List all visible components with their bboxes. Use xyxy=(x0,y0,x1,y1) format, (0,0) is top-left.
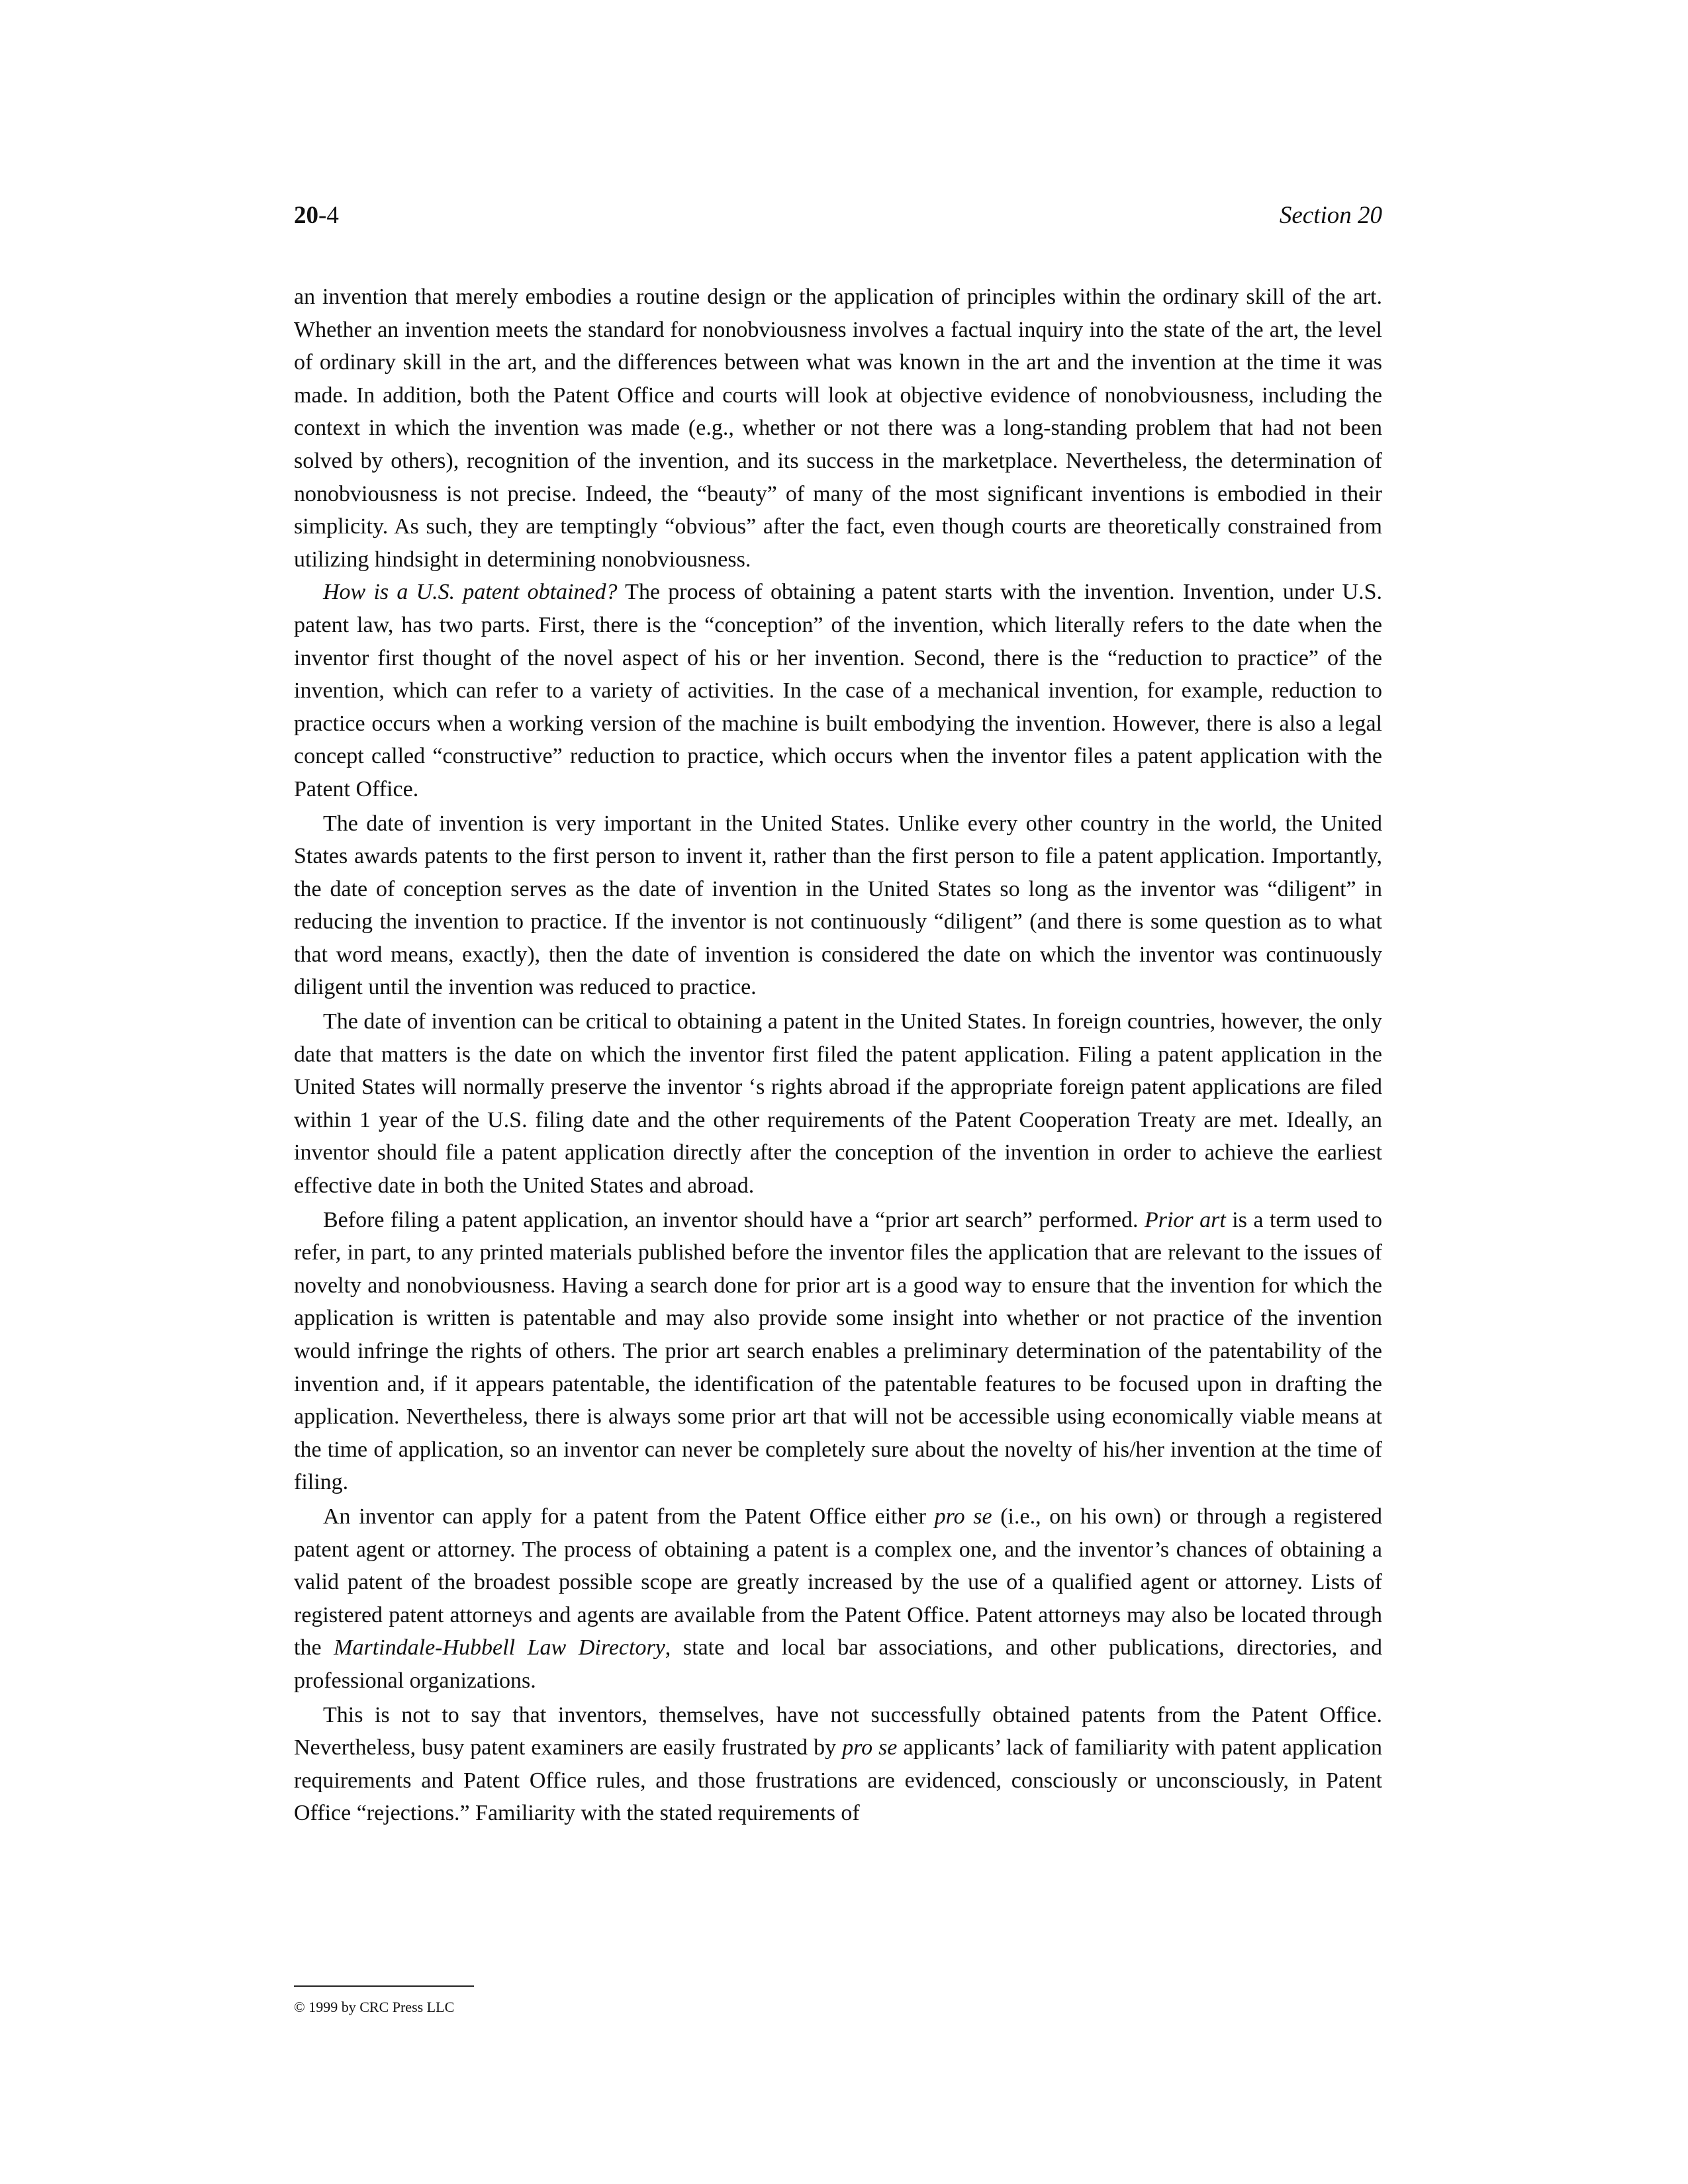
section-label: Section 20 xyxy=(1279,202,1382,229)
paragraph-7-text: applicants’ lack of familiarity with patent application requirements and Patent Office rules, and those frustrations are evidenced, consciously or unconsciously, in Patent Office “rejections.” Familiarity with the stated requirements of xyxy=(294,1735,1382,1826)
paragraph-7-start: This is not to say that inventors, themselves, have not successfully obtained patents from the Patent Office. Nevertheless, busy patent examiners are easily frustrated by xyxy=(294,1702,1382,1760)
paragraph-7 xyxy=(294,1699,1382,1830)
paragraph-7-pro-se: pro se xyxy=(842,1735,898,1760)
page-number-bold: 20 xyxy=(294,202,318,229)
paragraph-3: The date of invention is very important in the United States. Unlike every other country in the world, the United States awards patents to the first person to invent it, rather than the first person to file a patent application. Importantly, the date of conception serves as the date of invention in the United States so long as the inventor was “diligent” in reducing the invention to practice. If the inventor is not continuously “diligent” (and there is some question as to what that word means, exactly), then the date of invention is considered the date on which the inventor was continuously diligent until the invention was reduced to practice. xyxy=(294,811,1382,1000)
paragraph-6 xyxy=(294,1500,1382,1698)
paragraph-5-start: Before filing a patent application, an inventor should have a “prior art search” performed. xyxy=(323,1207,1145,1232)
page-number xyxy=(294,196,339,236)
paragraph-6-pro-se: pro se xyxy=(934,1504,992,1529)
paragraph-2-question: How is a U.S. patent obtained? xyxy=(323,580,618,605)
paragraph-2-text: The process of obtaining a patent starts with the invention. Invention, under U.S. patent law, has two parts. First, there is the “conception” of the invention, which literally refers to the date when the inventor first thought of the novel aspect of his or her invention. Second, there is the “reduction to practice” of the invention, which can refer to a variety of activities. In the case of a mechanical invention, for example, reduction to practice occurs when a working version of the machine is built embodying the invention. However, there is also a legal concept called “constructive” reduction to practice, which occurs when the inventor files a patent application with the Patent Office. xyxy=(294,580,1382,801)
footnote-divider xyxy=(294,1985,474,1987)
page-header xyxy=(294,196,1382,236)
paragraph-6-directory: Martindale-Hubbell Law Directory xyxy=(334,1635,665,1661)
body-text xyxy=(294,281,1382,1830)
paragraph-6-end: , state and local bar associations, and other publications, directories, and professional organizations. xyxy=(294,1635,1382,1693)
paragraph-4: The date of invention can be critical to obtaining a patent in the United States. In foreign countries, however, the only date that matters is the date on which the inventor first filed the patent application. Filing a patent application in the United States will normally preserve the inventor ‘s rights abroad if the appropriate foreign patent applications are filed within 1 year of the U.S. filing date and the other requirements of the Patent Cooperation Treaty are met. Ideally, an inventor should file a patent application directly after the conception of the invention in order to achieve the earliest effective date in both the United States and abroad. xyxy=(294,1009,1382,1199)
paragraph-5-term: Prior art xyxy=(1144,1207,1226,1232)
paragraph-2 xyxy=(294,576,1382,805)
copyright-footnote: © 1999 by CRC Press LLC xyxy=(294,1999,455,2015)
paragraph-1: an invention that merely embodies a routine design or the application of principles within the ordinary skill of the art. Whether an invention meets the standard for nonobviousness involves a factual inquiry into the state of the art, the level of ordinary skill in the art, and the differences between what was known in the art and the invention at the time it was made. In addition, both the Patent Office and courts will look at objective evidence of nonobviousness, including the context in which the invention was made (e.g., whether or not there was a long-standing problem that had not been solved by others), recognition of the invention, and its success in the marketplace. Nevertheless, the determination of nonobviousness is not precise. Indeed, the “beauty” of many of the most significant inventions is embodied in their simplicity. As such, they are temptingly “obvious” after the fact, even though courts are theoretically constrained from utilizing hindsight in determining nonobviousness. xyxy=(294,285,1382,572)
paragraph-6-middle: (i.e., on his own) or through a registered patent agent or attorney. The process of obtaining a patent is a complex one, and the inventor’s chances of obtaining a valid patent of the broadest possible scope are greatly increased by the use of a qualified agent or attorney. Lists of registered patent attorneys and agents are available from the Patent Office. Patent attorneys may also be located through the xyxy=(294,1504,1383,1661)
paragraph-5-text: is a term used to refer, in part, to any printed materials published before the inventor files the application that are relevant to the issues of novelty and nonobviousness. Having a search done for prior art is a good way to ensure that the invention for which the application is written is patentable and may also provide some insight into whether or not practice of the invention would infringe the rights of others. The prior art search enables a preliminary determination of the patentability of the invention and, if it appears patentable, the identification of the patentable features to be focused upon in drafting the application. Nevertheless, there is always some prior art that will not be accessible using economically viable means at the time of application, so an inventor can never be completely sure about the novelty of his/her invention at the time of filing. xyxy=(294,1207,1382,1495)
page-number-suffix: -4 xyxy=(318,202,339,229)
paragraph-5 xyxy=(294,1204,1382,1499)
paragraph-6-start: An inventor can apply for a patent from the Patent Office either xyxy=(323,1504,935,1529)
